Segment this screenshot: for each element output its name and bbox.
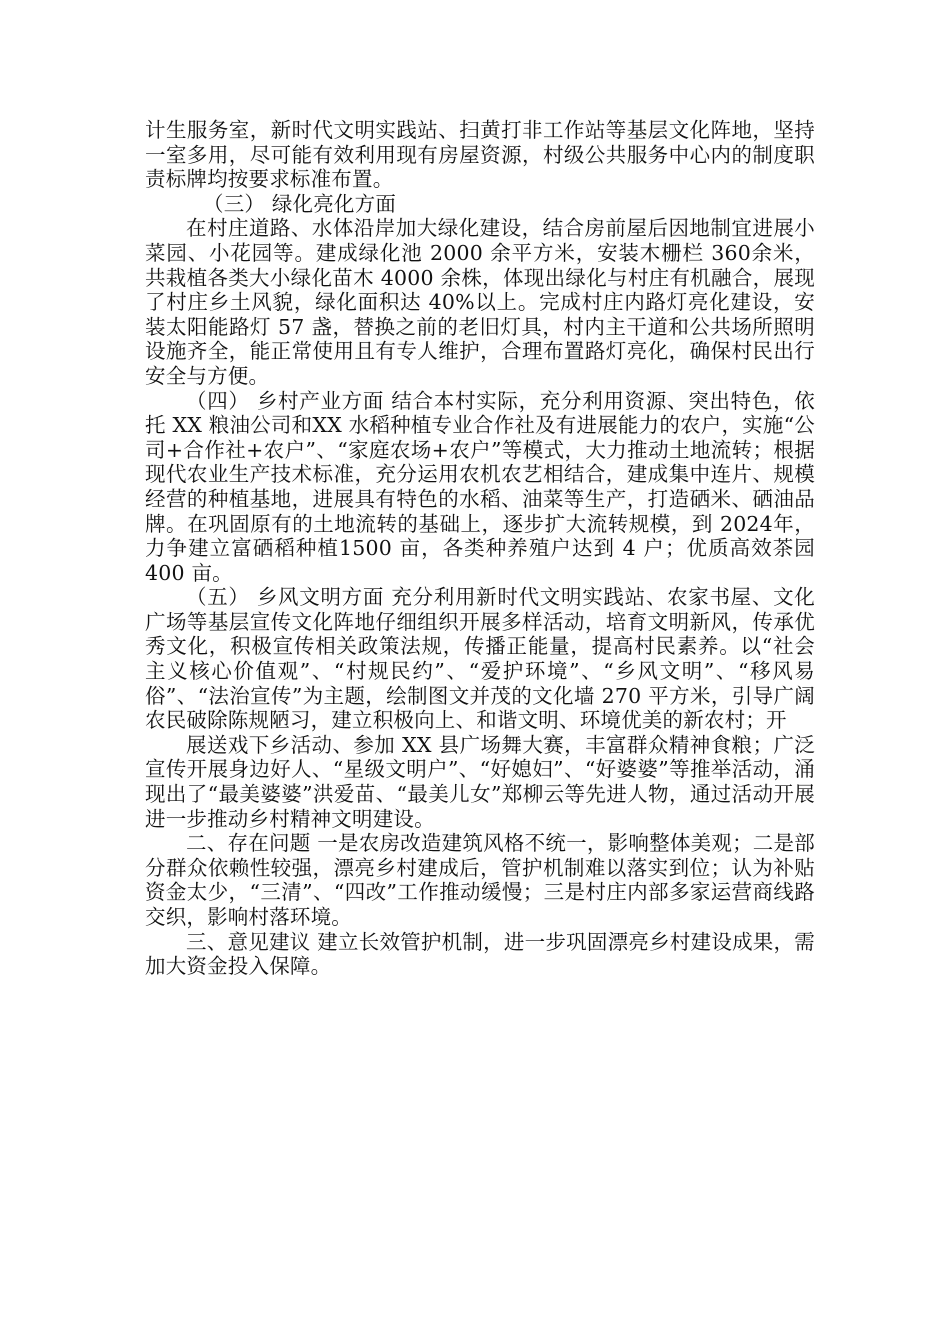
paragraph-civilization: （五） 乡风文明方面 充分利用新时代文明实践站、农家书屋、文化广场等基层宣传文化阵地仔细组织开展多样活动，培育文明新风，传承优秀文化，积极宣传相关政策法规，传播正能量，提高村民素养。以“社会主义核心价值观”、“村规民约”、“爱护环境”、“乡风文明”、“移风易俗”、“法治宣传”为主题，绘制图文并茂的文化墙 270 平方米，引导广阔农民破除陈规陋习，建立积极向上、和谐文明、环境优美的新农村；开 xyxy=(145,585,815,733)
paragraph-civilization-continued: 展送戏下乡活动、参加 XX 县广场舞大赛，丰富群众精神食粮；广泛宣传开展身边好人、“星级文明户”、“好媳妇”、“好婆婆”等推举活动，涌现出了“最美婆婆”洪爱苗、“最美儿女”郑柳云等先进人物，通过活动开展进一步推动乡村精神文明建设。 xyxy=(145,732,815,831)
paragraph-problems: 二、存在问题 一是农房改造建筑风格不统一，影响整体美观；二是部分群众依赖性较强，漂亮乡村建成后，管护机制难以落实到位；认为补贴资金太少，“三清”、“四改”工作推动缓慢；三是村庄内部多家运营商线路交织，影响村落环境。 xyxy=(145,831,815,929)
document-page xyxy=(145,118,815,979)
section-heading-greening: （三） 绿化亮化方面 xyxy=(203,191,397,216)
paragraph-suggestions: 三、意见建议 建立长效管护机制，进一步巩固漂亮乡村建设成果，需加大资金投入保障。 xyxy=(145,929,815,979)
paragraph-industry: （四） 乡村产业方面 结合本村实际，充分利用资源、突出特色，依托 XX 粮油公司和XX 水稻种植专业合作社及有进展能力的农户，实施“公司+合作社+农户”、“家庭农场+农户”等模式，大力推动土地流转；根据现代农业生产技术标准，充分运用农机农艺相结合，建成集中连片、规模经营的种植基地，进展具有特色的水稻、油菜等生产，打造硒米、硒油品牌。在巩固原有的土地流转的基础上，逐步扩大流转规模，到 2024年，力争建立富硒稻种植1500 亩，各类种养殖户达到 4 户；优质高效茶园 400 亩。 xyxy=(145,388,815,585)
paragraph-greening: 在村庄道路、水体沿岸加大绿化建设，结合房前屋后因地制宜进展小菜园、小花园等。建成绿化池 2000 余平方米，安装木栅栏 360余米，共栽植各类大小绿化苗木 4000 余株，体现出绿化与村庄有机融合，展现了村庄乡土风貌，绿化面积达 40%以上。完成村庄内路灯亮化建设，安装太阳能路灯 57 盏，替换之前的老旧灯具，村内主干道和公共场所照明设施齐全，能正常使用且有专人维护，合理布置路灯亮化，确保村民出行安全与方便。 xyxy=(145,216,815,388)
paragraph-service-room: 计生服务室，新时代文明实践站、扫黄打非工作站等基层文化阵地，坚持一室多用，尽可能有效利用现有房屋资源，村级公共服务中心内的制度职责标牌均按要求标准布置。 xyxy=(145,118,815,192)
